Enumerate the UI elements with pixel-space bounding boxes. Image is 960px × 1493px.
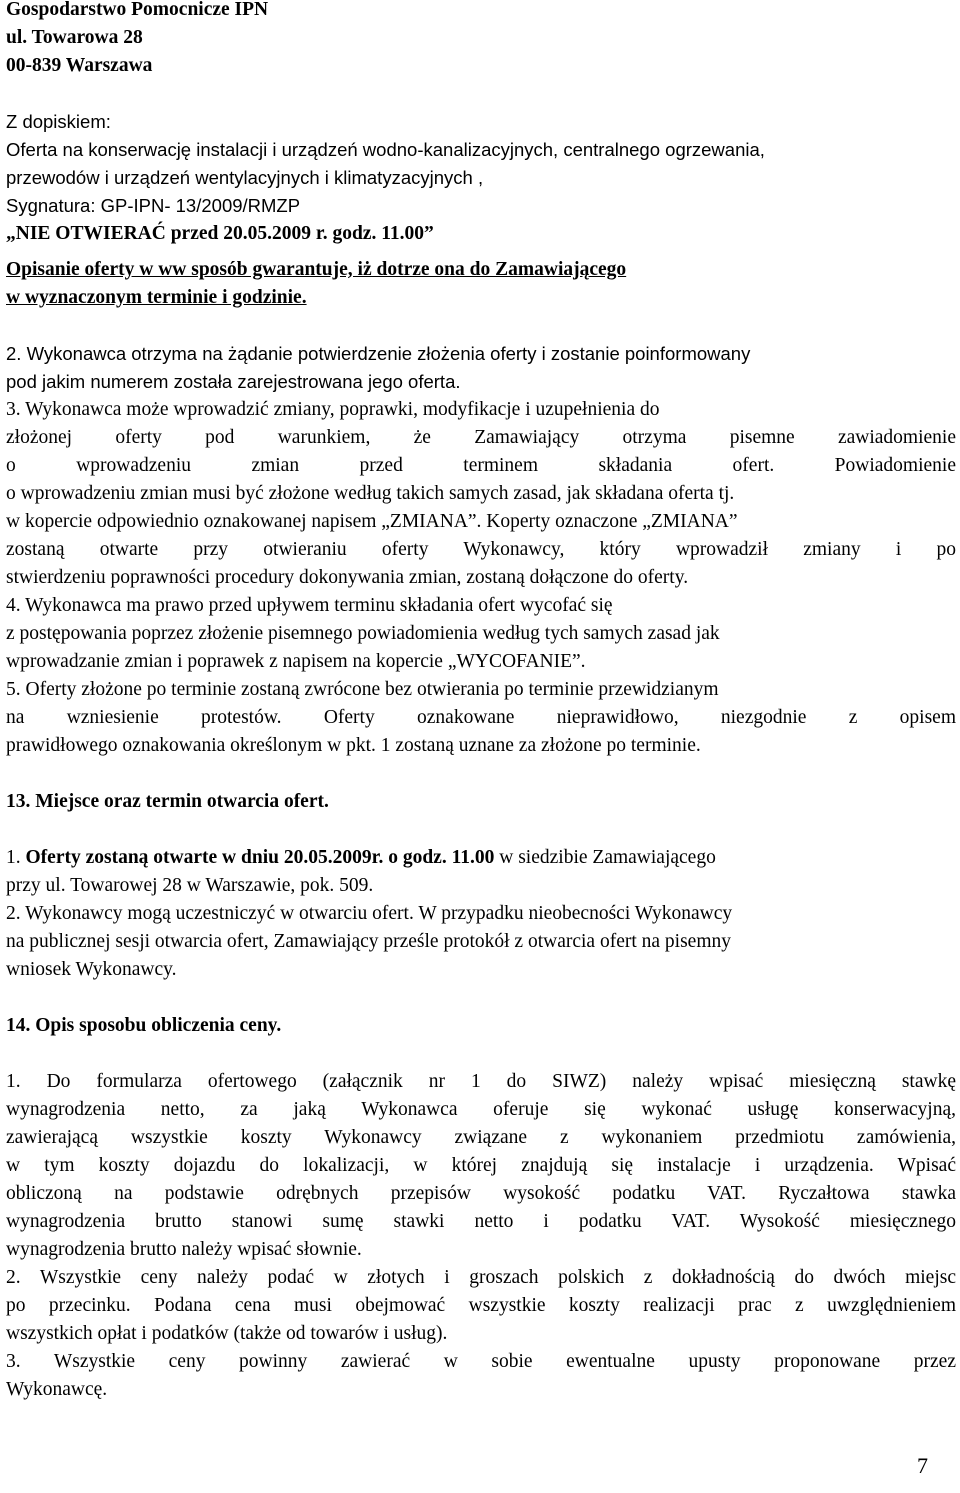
section-14-point-1-line-4: w tym koszty dojazdu do lokalizacji, w której znajdują się instalacje i urządzenia. Wpisać <box>6 1155 956 1176</box>
point-4-line-1: 4. Wykonawca ma prawo przed upływem terminu składania ofert wycofać się <box>6 595 613 616</box>
point-4 <box>6 592 956 676</box>
section-13-point-1-line-1 <box>6 844 956 872</box>
section-13-point-1-number: 1. <box>6 847 26 868</box>
inscription-block <box>6 108 956 220</box>
spacer <box>6 816 956 844</box>
point-2-line-2: pod jakim numerem została zarejestrowana jego oferta. <box>6 371 461 392</box>
inscription-line-2: przewodów i urządzeń wentylacyjnych i klimatyzacyjnych , <box>6 167 484 188</box>
spacer <box>6 248 956 256</box>
section-13-point-1-rest: w siedzibie Zamawiającego <box>494 847 716 868</box>
section-14 <box>6 1012 956 1404</box>
point-5-line-1: 5. Oferty złożone po terminie zostaną zwrócone bez otwierania po terminie przewidzianym <box>6 679 719 700</box>
section-13-point-1-bold: Oferty zostaną otwarte w dniu 20.05.2009r. o godz. 11.00 <box>25 847 495 868</box>
point-3-line-4: o wprowadzeniu zmian musi być złożone według takich samych zasad, jak składana oferta tj. <box>6 483 735 504</box>
address-line-1: Gospodarstwo Pomocnicze IPN <box>6 0 269 20</box>
spacer <box>6 760 956 788</box>
point-3-line-5: w kopercie odpowiednio oznakowanej napisem „ZMIANA”. Koperty oznaczone „ZMIANA” <box>6 511 738 532</box>
section-14-point-2-line-1: 2. Wszystkie ceny należy podać w złotych i groszach polskich z dokładnością do dwóch miejsc <box>6 1267 956 1288</box>
spacer <box>6 1040 956 1068</box>
point-3-line-6: zostaną otwarte przy otwieraniu oferty Wykonawcy, który wprowadził zmiany i po <box>6 539 956 560</box>
section-14-heading: 14. Opis sposobu obliczenia ceny. <box>6 1015 282 1036</box>
spacer <box>6 984 956 1012</box>
spacer <box>6 312 956 340</box>
description-block <box>6 256 956 312</box>
points-block <box>6 340 956 396</box>
section-13-point-1-line-2: przy ul. Towarowej 28 w Warszawie, pok. 509. <box>6 875 374 896</box>
section-14-point-2-line-3: wszystkich opłat i podatków (także od towarów i usług). <box>6 1323 448 1344</box>
section-14-point-1-line-1: 1. Do formularza ofertowego (załącznik nr 1 do SIWZ) należy wpisać miesięczną stawkę <box>6 1071 956 1092</box>
section-13 <box>6 788 956 984</box>
address-line-2: ul. Towarowa 28 <box>6 27 143 48</box>
page-number: 7 <box>917 1453 928 1478</box>
point-5-line-3: prawidłowego oznakowania określonym w pkt. 1 zostaną uznane za złożone po terminie. <box>6 735 701 756</box>
section-13-point-2-line-2: na publicznej sesji otwarcia ofert, Zamawiający prześle protokół z otwarcia ofert na pisemny <box>6 931 731 952</box>
point-3-line-1: 3. Wykonawca może wprowadzić zmiany, poprawki, modyfikacje i uzupełnienia do <box>6 399 660 420</box>
point-2-line-1: 2. Wykonawca otrzyma na żądanie potwierdzenie złożenia oferty i zostanie poinformowany <box>6 343 751 364</box>
do-not-open-notice: „NIE OTWIERAĆ przed 20.05.2009 r. godz. 11.00” <box>6 223 434 244</box>
point-5 <box>6 676 956 760</box>
inscription-line-1: Oferta na konserwację instalacji i urządzeń wodno-kanalizacyjnych, centralnego ogrzewania, <box>6 139 765 160</box>
point-3-line-7: stwierdzeniu poprawności procedury dokonywania zmian, zostaną dołączone do oferty. <box>6 567 689 588</box>
section-14-point-3-line-2: Wykonawcę. <box>6 1379 108 1400</box>
point-5-line-2: na wzniesienie protestów. Oferty oznakowane nieprawidłowo, niezgodnie z opisem <box>6 707 956 728</box>
point-4-line-2: z postępowania poprzez złożenie pisemnego powiadomienia według tych samych zasad jak <box>6 623 720 644</box>
point-3 <box>6 396 956 592</box>
section-13-point-2-line-3: wniosek Wykonawcy. <box>6 959 177 980</box>
section-14-point-3-line-1: 3. Wszystkie ceny powinny zawierać w sobie ewentualne upusty proponowane przez <box>6 1351 956 1372</box>
section-14-point-2-line-2: po przecinku. Podana cena musi obejmować wszystkie koszty realizacji prac z uwzględnieniem <box>6 1295 956 1316</box>
address-line-3: 00-839 Warszawa <box>6 55 153 76</box>
section-13-heading: 13. Miejsce oraz termin otwarcia ofert. <box>6 791 329 812</box>
section-14-point-1-line-5: obliczoną na podstawie odrębnych przepisów wysokość podatku VAT. Ryczałtowa stawka <box>6 1183 956 1204</box>
section-14-point-1-line-6: wynagrodzenia brutto stanowi sumę stawki netto i podatku VAT. Wysokość miesięcznego <box>6 1211 956 1232</box>
section-14-point-1-line-2: wynagrodzenia netto, za jaką Wykonawca oferuje się wykonać usługę konserwacyjną, <box>6 1099 956 1120</box>
spacer <box>6 80 956 108</box>
address-block <box>6 0 956 80</box>
section-14-point-1-line-7: wynagrodzenia brutto należy wpisać słownie. <box>6 1239 362 1260</box>
section-14-point-1-line-3: zawierającą wszystkie koszty Wykonawcy związane z wykonaniem przedmiotu zamówienia, <box>6 1127 956 1148</box>
point-3-line-2: złożonej oferty pod warunkiem, że Zamawiający otrzyma pisemne zawiadomienie <box>6 427 956 448</box>
description-line-1: Opisanie oferty w ww sposób gwarantuje, iż dotrze ona do Zamawiającego <box>6 259 627 280</box>
document-page <box>6 0 956 1404</box>
point-4-line-3: wprowadzanie zmian i poprawek z napisem na kopercie „WYCOFANIE”. <box>6 651 586 672</box>
description-line-2: w wyznaczonym terminie i godzinie. <box>6 287 307 308</box>
point-3-line-3: o wprowadzeniu zmian przed terminem składania ofert. Powiadomienie <box>6 455 956 476</box>
inscription-signature: Sygnatura: GP-IPN- 13/2009/RMZP <box>6 195 301 216</box>
section-13-point-2-line-1: 2. Wykonawcy mogą uczestniczyć w otwarciu ofert. W przypadku nieobecności Wykonawcy <box>6 903 733 924</box>
inscription-label: Z dopiskiem: <box>6 111 111 132</box>
